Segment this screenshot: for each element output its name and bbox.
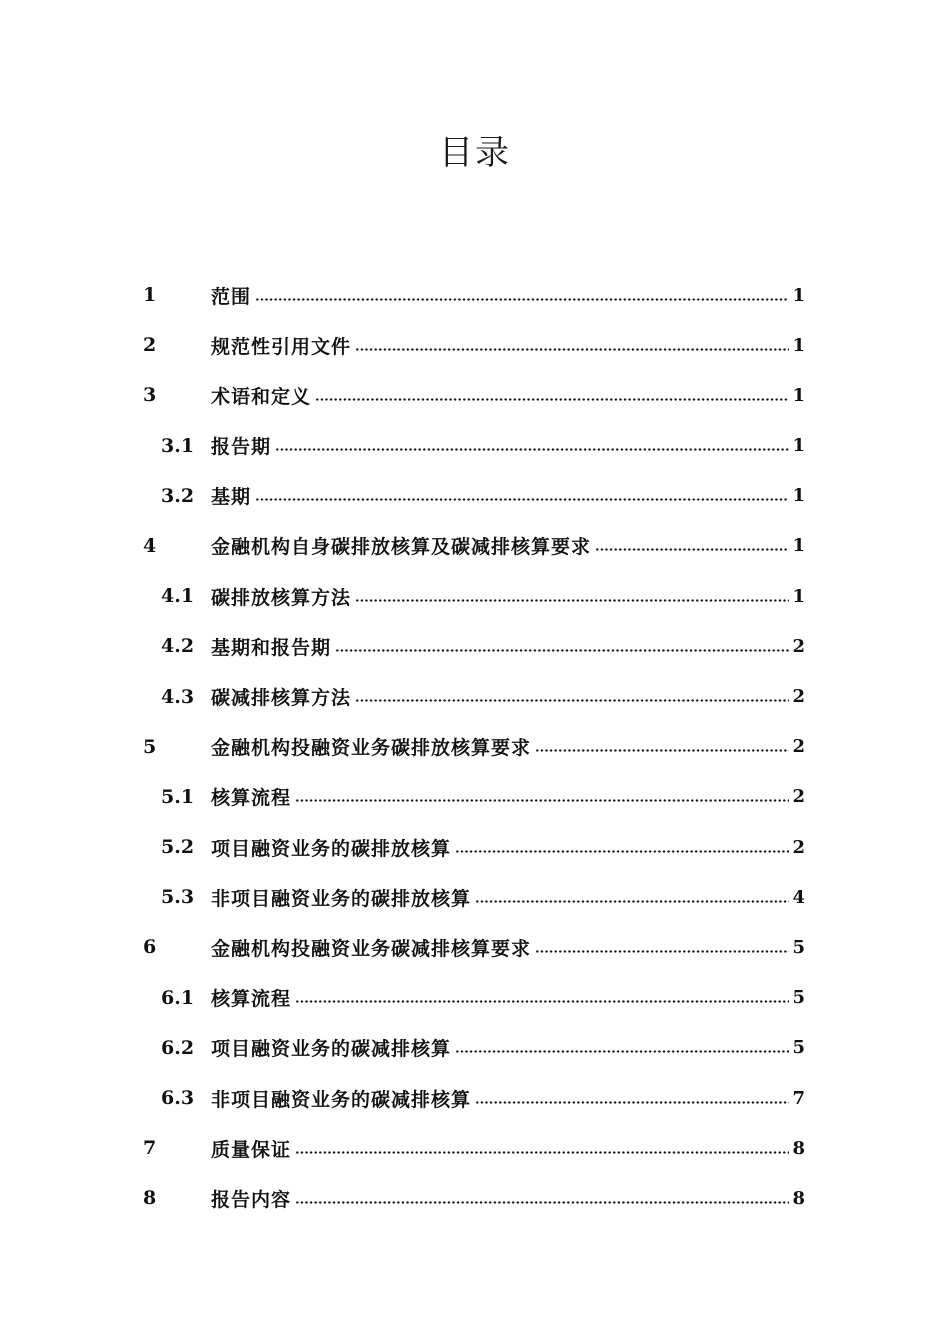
toc-entry-number: 2 (143, 334, 157, 357)
toc-entry-number: 4.1 (161, 585, 195, 608)
toc-entry[interactable] (0, 621, 950, 671)
toc-dot-leader (295, 799, 789, 802)
toc-dot-leader (255, 498, 789, 501)
toc-entry-page-number: 8 (792, 1187, 805, 1209)
toc-entry[interactable] (0, 1123, 950, 1173)
toc-entry-row (143, 932, 805, 962)
toc-entry-number: 6.3 (161, 1087, 195, 1109)
toc-entry-number: 3 (143, 384, 157, 407)
toc-dot-leader (535, 749, 789, 752)
toc-entry-row (143, 1133, 805, 1163)
toc-entry-page-number: 1 (792, 384, 805, 406)
toc-entry-label: 范围 (211, 285, 252, 308)
toc-entry[interactable] (0, 1073, 950, 1123)
toc-entry-number: 5 (143, 735, 157, 758)
toc-entry-page-number: 2 (792, 786, 805, 808)
toc-entry-label: 碳排放核算方法 (211, 586, 352, 609)
toc-dot-leader (335, 649, 789, 652)
toc-entry[interactable] (0, 772, 950, 822)
toc-entry-page-number: 1 (792, 585, 805, 607)
toc-entry[interactable] (0, 320, 950, 370)
toc-entry-number: 4.2 (161, 635, 195, 658)
toc-entry-label: 非项目融资业务的碳减排核算 (211, 1088, 472, 1111)
toc-entry-number: 3.1 (161, 434, 195, 457)
toc-entry-label: 核算流程 (211, 988, 292, 1011)
toc-entry-number: 4.3 (161, 685, 195, 708)
toc-entry[interactable] (0, 471, 950, 521)
toc-entry-label: 基期 (211, 486, 252, 509)
toc-entry-row (143, 832, 805, 862)
toc-dot-leader (475, 900, 789, 903)
toc-entry-number: 7 (143, 1137, 157, 1160)
toc-entry[interactable] (0, 672, 950, 722)
toc-entry-row (143, 782, 805, 812)
toc-entry-label: 核算流程 (211, 787, 292, 810)
toc-entry-label: 术语和定义 (211, 385, 312, 408)
toc-entry-row (143, 1183, 805, 1213)
toc-dot-leader (315, 398, 789, 401)
toc-entry-row (143, 481, 805, 511)
toc-entry[interactable] (0, 521, 950, 571)
toc-entry-label: 碳减排核算方法 (211, 687, 352, 709)
toc-entry[interactable] (0, 922, 950, 972)
page-title: 目录 (439, 133, 511, 173)
toc-dot-leader (475, 1101, 789, 1104)
toc-dot-leader (355, 348, 789, 351)
toc-entry-label: 项目融资业务的碳减排核算 (211, 1038, 452, 1061)
toc-entry[interactable] (0, 722, 950, 772)
toc-entry-row (143, 581, 805, 611)
toc-entry-label: 项目融资业务的碳排放核算 (211, 837, 452, 860)
toc-dot-leader (295, 1151, 789, 1154)
toc-entry[interactable] (0, 973, 950, 1023)
table-of-contents (0, 270, 950, 1224)
toc-entry-page-number: 8 (792, 1137, 805, 1159)
toc-entry-label: 金融机构自身碳排放核算及碳减排核算要求 (211, 536, 592, 559)
toc-entry-number: 4 (143, 534, 157, 557)
toc-entry-number: 5.1 (161, 785, 195, 808)
toc-entry-row (143, 330, 805, 360)
toc-dot-leader (455, 850, 789, 853)
toc-entry-page-number: 1 (792, 334, 805, 356)
toc-entry-label: 金融机构投融资业务碳排放核算要求 (211, 737, 532, 760)
toc-entry-page-number: 7 (792, 1087, 805, 1109)
toc-entry-label: 基期和报告期 (211, 636, 332, 659)
toc-entry[interactable] (0, 270, 950, 320)
toc-dot-leader (295, 1201, 789, 1204)
toc-entry-row (143, 280, 805, 310)
toc-entry[interactable] (0, 571, 950, 621)
toc-entry-page-number: 1 (792, 485, 805, 507)
toc-entry-page-number: 4 (792, 886, 805, 908)
toc-entry-row (143, 732, 805, 762)
toc-entry-number: 6.2 (161, 1036, 195, 1059)
toc-dot-leader (255, 298, 789, 301)
toc-dot-leader (295, 1000, 789, 1003)
toc-entry-number: 1 (143, 284, 157, 306)
toc-entry[interactable] (0, 1173, 950, 1223)
toc-entry-row (143, 380, 805, 410)
toc-dot-leader (455, 1050, 789, 1053)
toc-dot-leader (275, 448, 789, 451)
toc-entry-number: 5.3 (161, 886, 195, 909)
toc-entry-page-number: 1 (792, 435, 805, 457)
toc-entry[interactable] (0, 872, 950, 922)
toc-entry-page-number: 2 (792, 635, 805, 657)
toc-entry-row (143, 983, 805, 1013)
toc-entry[interactable] (0, 370, 950, 420)
toc-dot-leader (595, 548, 789, 551)
toc-entry-page-number: 5 (792, 936, 805, 958)
toc-entry-row (143, 431, 805, 461)
toc-entry-page-number: 1 (792, 284, 805, 306)
toc-entry-label: 金融机构投融资业务碳减排核算要求 (211, 937, 532, 960)
toc-entry[interactable] (0, 421, 950, 471)
toc-entry-label: 报告期 (211, 436, 272, 459)
toc-entry-number: 8 (143, 1187, 157, 1210)
toc-entry[interactable] (0, 1023, 950, 1073)
toc-entry-page-number: 5 (792, 1037, 805, 1059)
toc-entry-page-number: 2 (792, 686, 805, 707)
toc-entry-row (143, 1033, 805, 1063)
toc-entry-row (143, 1083, 805, 1113)
toc-entry-label: 规范性引用文件 (211, 335, 352, 358)
toc-entry-label: 质量保证 (211, 1138, 292, 1161)
toc-entry-row (143, 682, 805, 712)
toc-entry-page-number: 2 (792, 836, 805, 858)
toc-entry-page-number: 2 (792, 736, 805, 758)
toc-entry-page-number: 5 (792, 987, 805, 1009)
toc-dot-leader (355, 699, 789, 702)
toc-entry-number: 6 (143, 936, 157, 959)
toc-entry-label: 报告内容 (211, 1188, 292, 1211)
toc-dot-leader (535, 950, 789, 953)
toc-entry-label: 非项目融资业务的碳排放核算 (211, 887, 472, 910)
toc-dot-leader (355, 599, 789, 602)
toc-entry[interactable] (0, 822, 950, 872)
toc-entry-number: 5.2 (161, 836, 195, 859)
toc-entry-number: 6.1 (161, 986, 195, 1009)
toc-entry-row (143, 531, 805, 561)
toc-entry-row (143, 882, 805, 912)
toc-entry-row (143, 631, 805, 661)
toc-entry-number: 3.2 (161, 484, 195, 507)
toc-entry-page-number: 1 (792, 535, 805, 557)
